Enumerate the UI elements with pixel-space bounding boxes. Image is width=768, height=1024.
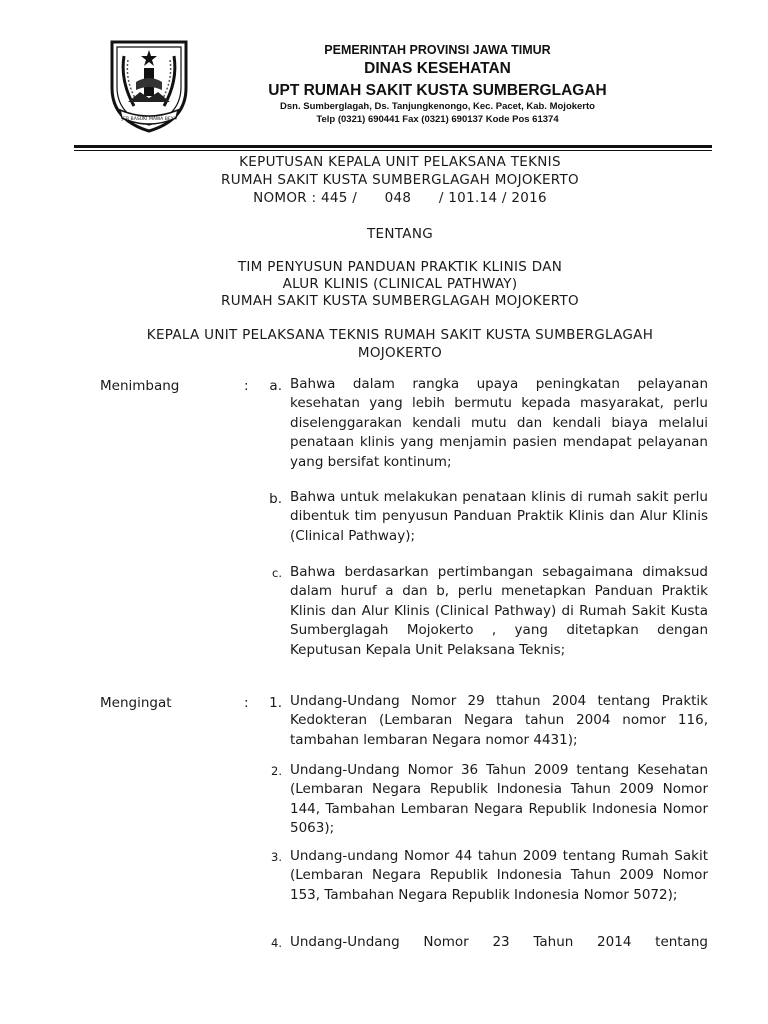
letterhead-divider-thin bbox=[74, 150, 712, 151]
mengingat-item-3: Undang-undang Nomor 44 tahun 2009 tentang Rumah Sakit (Lembaran Negara Republik Indonesia Tahun 2009 Nomor 153, Tambahan Negara Republik Indonesia Nomor 5072); bbox=[290, 848, 708, 903]
decree-about: TENTANG bbox=[367, 226, 433, 242]
decree-issuer-line2: MOJOKERTO bbox=[357, 345, 443, 361]
menimbang-item-a: Bahwa dalam rangka upaya peningkatan pelayanan kesehatan yang lebih bermutu kepada masyarakat, perlu diselenggarakan kendali mutu dan kendali biaya melalui penataan klinis yang menjamin pasien mendapat pelayanan yang bersifat kontinum; bbox=[290, 376, 708, 470]
mengingat-item-1: Undang-Undang Nomor 29 ttahun 2004 tentang Praktik Kedokteran (Lembaran Negara tahun 2004 nomor 116, tambahan lembaran Negara nomor 4431); bbox=[290, 693, 708, 748]
decree-issuer-line1: KEPALA UNIT PELAKSANA TEKNIS RUMAH SAKIT KUSTA SUMBERGLAGAH bbox=[146, 327, 654, 343]
mengingat-marker-2: 2. bbox=[271, 764, 282, 778]
letterhead-hospital: UPT RUMAH SAKIT KUSTA SUMBERGLAGAH bbox=[268, 82, 607, 99]
menimbang-colon: : bbox=[244, 378, 249, 394]
letterhead-agency: DINAS KESEHATAN bbox=[364, 60, 511, 77]
letterhead-government: PEMERINTAH PROVINSI JAWA TIMUR bbox=[324, 43, 551, 57]
decree-subject-line3: RUMAH SAKIT KUSTA SUMBERGLAGAH MOJOKERTO bbox=[221, 293, 579, 309]
mengingat-marker-4: 4. bbox=[271, 936, 282, 950]
mengingat-label: Mengingat bbox=[100, 695, 172, 711]
mengingat-item-2: Undang-Undang Nomor 36 Tahun 2009 tentang Kesehatan (Lembaran Negara Republik Indonesia Tahun 2009 Nomor 144, Tambahan Lembaran Negara Republik Indonesia Nomor 5063); bbox=[290, 762, 708, 837]
mengingat-marker-1: 1. bbox=[269, 695, 282, 711]
menimbang-item-c: Bahwa berdasarkan pertimbangan sebagaimana dimaksud dalam huruf a dan b, perlu menetapkan Panduan Praktik Klinis dan Alur Klinis (Clinical Pathway) di Rumah Sakit Kusta Sumberglagah Mojokerto , yang ditetapkan dengan Keputusan Kepala Unit Pelaksana Teknis; bbox=[290, 564, 708, 658]
letterhead-address: Dsn. Sumberglagah, Ds. Tanjungkenongo, Kec. Pacet, Kab. Mojokerto bbox=[280, 101, 595, 112]
letterhead-divider-thick bbox=[74, 145, 712, 148]
east-java-emblem-icon bbox=[106, 36, 192, 134]
decree-title-line2: RUMAH SAKIT KUSTA SUMBERGLAGAH MOJOKERTO bbox=[221, 172, 579, 188]
menimbang-marker-b: b. bbox=[269, 491, 282, 507]
letterhead-contact: Telp (0321) 690441 Fax (0321) 690137 Kode Pos 61374 bbox=[316, 114, 559, 125]
menimbang-marker-c: c. bbox=[272, 566, 282, 580]
menimbang-item-b: Bahwa untuk melakukan penataan klinis di rumah sakit perlu dibentuk tim penyusun Panduan Praktik Klinis dan Alur Klinis (Clinical Pathway); bbox=[290, 489, 708, 544]
mengingat-colon: : bbox=[244, 695, 249, 711]
mengingat-item-4: Undang-Undang Nomor 23 Tahun 2014 tentang bbox=[290, 934, 708, 950]
menimbang-label: Menimbang bbox=[100, 378, 180, 394]
decree-title-line1: KEPUTUSAN KEPALA UNIT PELAKSANA TEKNIS bbox=[239, 154, 561, 170]
logo-motto: JER BASUKI MAWA BEYA bbox=[121, 117, 177, 122]
mengingat-marker-3: 3. bbox=[271, 850, 282, 864]
decree-number: NOMOR : 445 / 048 / 101.14 / 2016 bbox=[253, 190, 547, 206]
decree-subject-line2: ALUR KLINIS (CLINICAL PATHWAY) bbox=[282, 276, 518, 292]
menimbang-marker-a: a. bbox=[269, 378, 282, 394]
decree-subject-line1: TIM PENYUSUN PANDUAN PRAKTIK KLINIS DAN bbox=[237, 259, 563, 275]
